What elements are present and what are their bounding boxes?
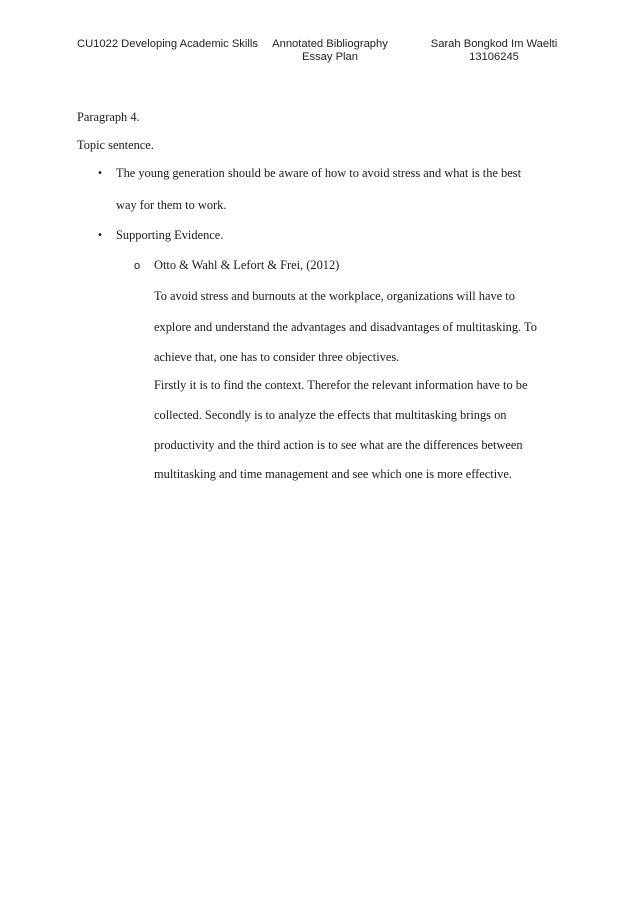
- bullet-marker: •: [97, 168, 103, 179]
- evidence-line: explore and understand the advantages and disadvantages of multitasking. To: [154, 320, 537, 334]
- bullet-2-label: Supporting Evidence.: [116, 228, 224, 242]
- topic-sentence-label: Topic sentence.: [77, 138, 154, 152]
- bullet-1-line-1: The young generation should be aware of how to avoid stress and what is the best: [116, 166, 522, 180]
- evidence-line: collected. Secondly is to analyze the effects that multitasking brings on: [154, 408, 507, 422]
- sub-bullet-marker: o: [134, 260, 141, 272]
- paragraph-heading: Paragraph 4.: [77, 110, 140, 124]
- evidence-line: Firstly it is to find the context. Therefor the relevant information have to be: [154, 378, 528, 392]
- header-title-line-1: Annotated Bibliography: [272, 38, 388, 50]
- header-course: CU1022 Developing Academic Skills: [77, 38, 258, 50]
- header-title-line-2: Essay Plan: [302, 51, 358, 63]
- header-author: Sarah Bongkod Im Waelti: [430, 38, 558, 50]
- page-header: [77, 38, 569, 68]
- evidence-line: productivity and the third action is to see what are the differences between: [154, 438, 523, 452]
- evidence-line: multitasking and time management and see which one is more effective.: [154, 467, 512, 481]
- bullet-marker: •: [97, 230, 103, 241]
- header-author-block: [419, 38, 569, 64]
- citation: Otto & Wahl & Lefort & Frei, (2012): [154, 258, 340, 272]
- header-student-id: 13106245: [469, 51, 519, 63]
- header-document-title: [260, 38, 400, 64]
- evidence-line: To avoid stress and burnouts at the workplace, organizations will have to: [154, 289, 515, 303]
- evidence-line: achieve that, one has to consider three objectives.: [154, 350, 400, 364]
- bullet-1-line-2: way for them to work.: [116, 198, 227, 212]
